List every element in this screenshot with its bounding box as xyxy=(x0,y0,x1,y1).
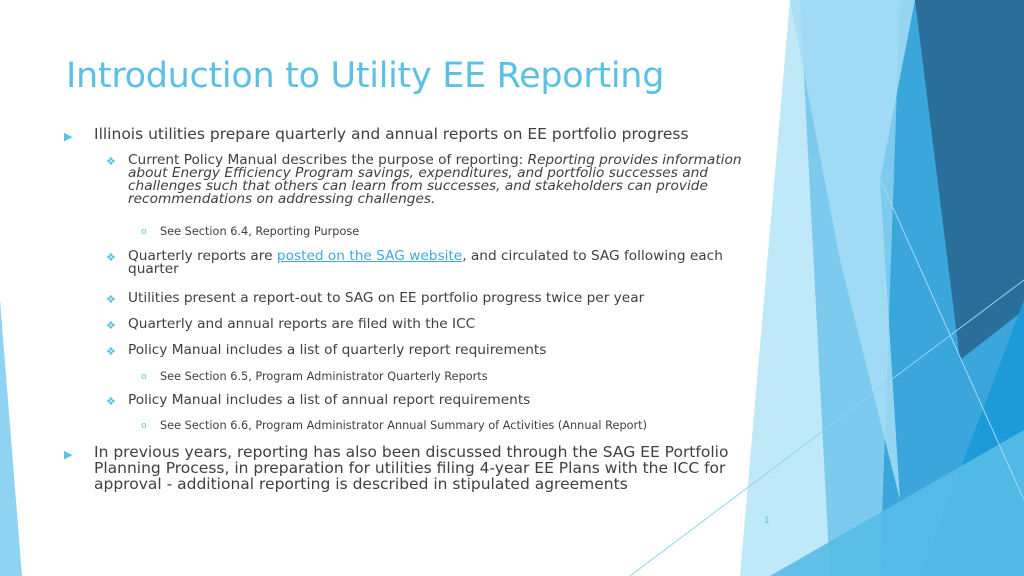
slide-title: Introduction to Utility EE Reporting xyxy=(66,56,665,96)
diamond-bullet-icon: ❖ xyxy=(106,251,116,264)
bullet-text: Utilities present a report-out to SAG on EE portfolio progress twice per year xyxy=(128,290,645,306)
page-number: 1 xyxy=(764,516,770,526)
bullet-text: Quarterly and annual reports are filed with the ICC xyxy=(128,316,476,332)
sag-website-link[interactable]: posted on the SAG website xyxy=(276,248,463,264)
bullet-1-5-1 xyxy=(141,370,760,383)
bullet-text: , and circulated to SAG following each quarter xyxy=(128,248,723,277)
bullet-text: Policy Manual includes a list of quarterly report requirements xyxy=(128,342,547,358)
circle-bullet-icon: o xyxy=(141,227,147,237)
bullet-1-2 xyxy=(106,248,758,277)
bullet-text: Illinois utilities prepare quarterly and annual reports on EE portfolio progress xyxy=(94,125,689,143)
diamond-bullet-icon: ❖ xyxy=(106,155,116,168)
circle-bullet-icon: o xyxy=(141,372,147,382)
bullet-text: In previous years, reporting has also been discussed through the SAG EE Portfolio Planning Process, in preparation for utilities filing 4-year EE Plans with the ICC for approval - additional reporting is described in stipulated agreements xyxy=(94,443,729,493)
left-edge-sliver xyxy=(0,300,22,576)
bullet-1-4 xyxy=(106,316,758,332)
bullet-1-1-1 xyxy=(141,225,760,238)
arrow-bullet-icon: ▶ xyxy=(64,130,73,143)
bullet-text: See Section 6.5, Program Administrator Quarterly Reports xyxy=(160,370,488,383)
bullet-1-6-1 xyxy=(141,419,760,432)
diamond-bullet-icon: ❖ xyxy=(106,345,116,358)
bullet-text: Current Policy Manual describes the purpose of reporting: xyxy=(128,152,528,168)
circle-bullet-icon: o xyxy=(141,421,147,431)
diamond-bullet-icon: ❖ xyxy=(106,293,116,306)
diamond-bullet-icon: ❖ xyxy=(106,319,116,332)
diamond-bullet-icon: ❖ xyxy=(106,395,116,408)
policy-quote-italic: Reporting provides information about Energy Efficiency Program savings, expenditures, and portfolio successes and challenges such that others can learn from successes, and stakeholders can provide recommendations on addressing challenges. xyxy=(128,152,742,207)
arrow-bullet-icon: ▶ xyxy=(64,448,73,461)
bullet-1-1 xyxy=(106,152,758,207)
bullet-1 xyxy=(64,125,754,143)
bullet-text: Quarterly reports are xyxy=(128,248,277,264)
bullet-text: Policy Manual includes a list of annual report requirements xyxy=(128,392,531,408)
bullet-1-5 xyxy=(106,342,758,358)
bullet-text: See Section 6.4, Reporting Purpose xyxy=(160,225,360,238)
bullet-1-6 xyxy=(106,392,758,408)
bullet-1-3 xyxy=(106,290,758,306)
bullet-2 xyxy=(64,443,784,493)
bullet-text: See Section 6.6, Program Administrator Annual Summary of Activities (Annual Report) xyxy=(160,419,648,432)
